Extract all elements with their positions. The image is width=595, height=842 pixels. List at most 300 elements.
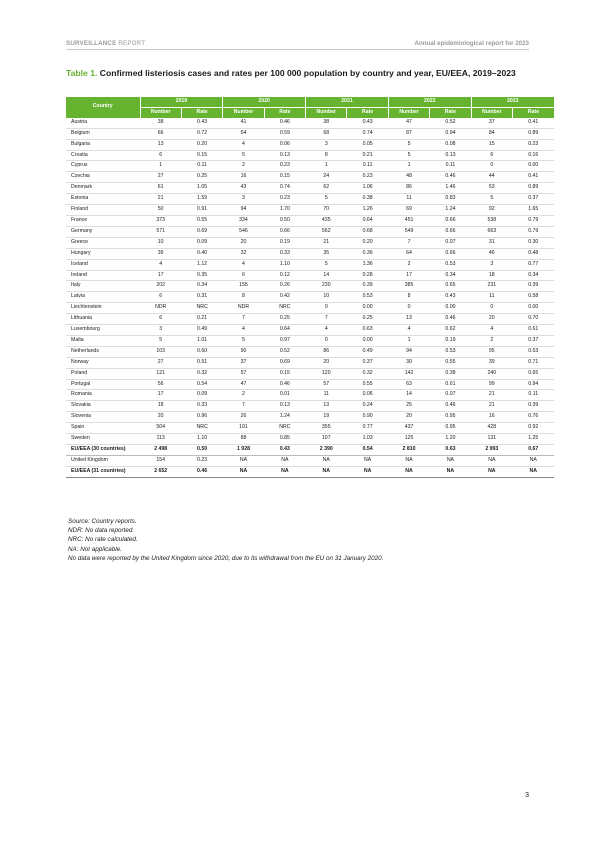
rate-cell: 0.09 bbox=[181, 237, 222, 248]
rate-cell: 0.24 bbox=[347, 401, 388, 412]
rate-cell: 0.30 bbox=[513, 237, 554, 248]
rate-cell: 1.05 bbox=[181, 183, 222, 194]
number-cell: 142 bbox=[388, 368, 429, 379]
rate-cell: 0.16 bbox=[513, 150, 554, 161]
rate-cell: 0.67 bbox=[513, 445, 554, 456]
rate-cell: 0.61 bbox=[513, 325, 554, 336]
rate-cell: 0.09 bbox=[181, 390, 222, 401]
number-cell: 95 bbox=[471, 346, 512, 357]
number-cell: 6 bbox=[140, 150, 181, 161]
number-cell: 63 bbox=[388, 379, 429, 390]
rate-cell: 0.31 bbox=[181, 292, 222, 303]
number-cell: 19 bbox=[306, 412, 347, 423]
rate-cell: 0.34 bbox=[181, 281, 222, 292]
rate-cell: 0.79 bbox=[513, 226, 554, 237]
number-cell: 27 bbox=[140, 172, 181, 183]
number-cell: 37 bbox=[223, 357, 264, 368]
country-cell: Belgium bbox=[66, 128, 140, 139]
rate-cell: 0.15 bbox=[181, 150, 222, 161]
rate-cell: 0.20 bbox=[181, 139, 222, 150]
number-cell: 10 bbox=[306, 292, 347, 303]
rate-cell: 0.69 bbox=[264, 357, 305, 368]
report-title-header: Annual epidemiological report for 2023 bbox=[414, 40, 529, 47]
rate-cell: 0.96 bbox=[181, 412, 222, 423]
number-cell: 0 bbox=[306, 335, 347, 346]
country-cell: Greece bbox=[66, 237, 140, 248]
number-cell: NA bbox=[388, 455, 429, 466]
number-cell: 5 bbox=[471, 194, 512, 205]
number-cell: 4 bbox=[140, 259, 181, 270]
number-cell: 7 bbox=[223, 401, 264, 412]
table-row bbox=[66, 194, 554, 205]
country-cell: Czechia bbox=[66, 172, 140, 183]
country-cell: Netherlands bbox=[66, 346, 140, 357]
rate-cell: 0.06 bbox=[264, 139, 305, 150]
country-cell: Hungary bbox=[66, 248, 140, 259]
number-cell: 10 bbox=[140, 237, 181, 248]
rate-cell: 0.89 bbox=[513, 128, 554, 139]
rate-cell: 1.10 bbox=[264, 259, 305, 270]
number-header: Number bbox=[471, 107, 512, 117]
number-cell: 21 bbox=[471, 390, 512, 401]
country-cell: Lithuania bbox=[66, 314, 140, 325]
rate-cell: 0.64 bbox=[264, 325, 305, 336]
number-cell: 1 bbox=[388, 335, 429, 346]
rate-cell: 0.00 bbox=[513, 303, 554, 314]
number-cell: 37 bbox=[471, 118, 512, 128]
rate-cell: 0.37 bbox=[513, 335, 554, 346]
rate-cell: 0.13 bbox=[264, 401, 305, 412]
table-row bbox=[66, 226, 554, 237]
note-nrc: NRC: No rate calculated. bbox=[68, 536, 138, 544]
number-cell: 39 bbox=[471, 357, 512, 368]
number-cell: 103 bbox=[140, 346, 181, 357]
table-row bbox=[66, 281, 554, 292]
number-cell: 53 bbox=[471, 183, 512, 194]
rate-cell: 0.00 bbox=[347, 303, 388, 314]
number-cell: 88 bbox=[223, 434, 264, 445]
number-cell: 92 bbox=[471, 205, 512, 216]
number-cell: NA bbox=[471, 466, 512, 477]
number-cell: 113 bbox=[140, 434, 181, 445]
number-cell: 20 bbox=[471, 314, 512, 325]
year-header: 2023 bbox=[471, 97, 554, 107]
rate-header: Rate bbox=[513, 107, 554, 117]
number-cell: 44 bbox=[471, 172, 512, 183]
country-cell: Sweden bbox=[66, 434, 140, 445]
rate-cell: 0.38 bbox=[347, 194, 388, 205]
number-cell: 571 bbox=[140, 226, 181, 237]
rate-cell: 0.21 bbox=[347, 150, 388, 161]
country-cell: Luxembourg bbox=[66, 325, 140, 336]
rate-cell: NA bbox=[513, 466, 554, 477]
number-cell: 62 bbox=[306, 183, 347, 194]
number-cell: 54 bbox=[223, 128, 264, 139]
rate-cell: 0.54 bbox=[181, 379, 222, 390]
number-cell: 2 498 bbox=[140, 445, 181, 456]
rate-cell: 0.11 bbox=[347, 161, 388, 172]
rate-cell: 0.11 bbox=[513, 390, 554, 401]
number-cell: 5 bbox=[306, 194, 347, 205]
rate-cell: 0.23 bbox=[264, 194, 305, 205]
table-row bbox=[66, 183, 554, 194]
year-header: 2021 bbox=[306, 97, 389, 107]
table-row bbox=[66, 466, 554, 477]
rate-cell: 0.39 bbox=[513, 281, 554, 292]
number-cell: 1 bbox=[306, 161, 347, 172]
number-cell: 546 bbox=[223, 226, 264, 237]
table-row bbox=[66, 434, 554, 445]
country-cell: Denmark bbox=[66, 183, 140, 194]
number-cell: 240 bbox=[471, 368, 512, 379]
rate-cell: 0.28 bbox=[347, 270, 388, 281]
number-cell: 20 bbox=[306, 357, 347, 368]
rate-cell: 0.19 bbox=[264, 237, 305, 248]
number-header: Number bbox=[388, 107, 429, 117]
number-cell: NA bbox=[306, 466, 347, 477]
rate-cell: 0.46 bbox=[264, 379, 305, 390]
number-cell: 38 bbox=[140, 118, 181, 128]
number-cell: 4 bbox=[223, 325, 264, 336]
rate-cell: 0.13 bbox=[430, 150, 471, 161]
number-cell: 87 bbox=[388, 128, 429, 139]
rate-cell: 0.33 bbox=[181, 401, 222, 412]
table-row bbox=[66, 357, 554, 368]
rate-cell: 0.00 bbox=[513, 161, 554, 172]
number-cell: 230 bbox=[306, 281, 347, 292]
country-cell: EU/EEA (30 countries) bbox=[66, 445, 140, 456]
number-cell: 4 bbox=[471, 325, 512, 336]
number-cell: 16 bbox=[223, 172, 264, 183]
number-cell: 46 bbox=[471, 248, 512, 259]
table-row bbox=[66, 292, 554, 303]
number-cell: 21 bbox=[471, 401, 512, 412]
number-cell: 2 bbox=[223, 390, 264, 401]
number-cell: 20 bbox=[388, 412, 429, 423]
rate-cell: 0.42 bbox=[264, 292, 305, 303]
rate-cell: 0.33 bbox=[264, 248, 305, 259]
number-cell: 17 bbox=[140, 270, 181, 281]
listeriosis-table bbox=[66, 97, 554, 478]
number-cell: 6 bbox=[140, 314, 181, 325]
number-cell: 13 bbox=[388, 314, 429, 325]
rate-cell: 0.58 bbox=[513, 292, 554, 303]
rate-cell: 0.00 bbox=[347, 335, 388, 346]
number-cell: 8 bbox=[306, 150, 347, 161]
rate-cell: NA bbox=[264, 466, 305, 477]
rate-cell: 0.48 bbox=[513, 248, 554, 259]
rate-cell: 0.43 bbox=[430, 292, 471, 303]
number-cell: 435 bbox=[306, 215, 347, 226]
rate-cell: 0.49 bbox=[347, 346, 388, 357]
country-cell: Latvia bbox=[66, 292, 140, 303]
year-header: 2022 bbox=[388, 97, 471, 107]
number-cell: 2 bbox=[388, 259, 429, 270]
note-source: Source: Country reports. bbox=[68, 518, 137, 525]
number-header: Number bbox=[306, 107, 347, 117]
rate-cell: 0.43 bbox=[181, 118, 222, 128]
number-cell: 68 bbox=[306, 128, 347, 139]
rate-cell: 0.59 bbox=[264, 128, 305, 139]
rate-cell: 0.23 bbox=[347, 172, 388, 183]
number-cell: 5 bbox=[223, 335, 264, 346]
number-cell: 4 bbox=[388, 325, 429, 336]
rate-cell: NA bbox=[264, 455, 305, 466]
table-row bbox=[66, 259, 554, 270]
rate-cell: 0.35 bbox=[181, 270, 222, 281]
number-cell: 14 bbox=[388, 390, 429, 401]
table-row bbox=[66, 368, 554, 379]
table-notes bbox=[68, 517, 383, 563]
number-cell: 13 bbox=[140, 139, 181, 150]
rate-cell: 0.23 bbox=[513, 139, 554, 150]
rate-cell: 0.51 bbox=[181, 357, 222, 368]
table-row bbox=[66, 270, 554, 281]
table-row bbox=[66, 215, 554, 226]
rate-cell: 0.40 bbox=[181, 248, 222, 259]
rate-cell: 0.43 bbox=[264, 445, 305, 456]
rate-cell: 0.68 bbox=[347, 226, 388, 237]
rate-cell: 1.25 bbox=[513, 434, 554, 445]
rate-cell: 0.60 bbox=[181, 346, 222, 357]
rate-cell: 0.32 bbox=[181, 368, 222, 379]
number-cell: 27 bbox=[140, 357, 181, 368]
table-row bbox=[66, 314, 554, 325]
rate-cell: 0.46 bbox=[430, 172, 471, 183]
number-cell: NA bbox=[223, 466, 264, 477]
country-cell: Iceland bbox=[66, 259, 140, 270]
number-header: Number bbox=[140, 107, 181, 117]
rate-cell: 0.53 bbox=[430, 259, 471, 270]
number-cell: 0 bbox=[306, 303, 347, 314]
rate-cell: 0.66 bbox=[430, 226, 471, 237]
rate-cell: 0.20 bbox=[347, 237, 388, 248]
rate-cell: 0.69 bbox=[181, 226, 222, 237]
year-header: 2020 bbox=[223, 97, 306, 107]
report-series-light: REPORT bbox=[116, 40, 146, 47]
number-cell: 18 bbox=[471, 270, 512, 281]
number-cell: 8 bbox=[223, 292, 264, 303]
rate-cell: 0.91 bbox=[181, 205, 222, 216]
rate-cell: 0.15 bbox=[264, 172, 305, 183]
number-cell: 5 bbox=[388, 139, 429, 150]
rate-cell: 0.06 bbox=[347, 390, 388, 401]
rate-cell: 1.12 bbox=[181, 259, 222, 270]
number-cell: 43 bbox=[223, 183, 264, 194]
country-cell: Malta bbox=[66, 335, 140, 346]
country-cell: Romania bbox=[66, 390, 140, 401]
number-cell: 47 bbox=[223, 379, 264, 390]
table-row bbox=[66, 412, 554, 423]
rate-cell: 1.06 bbox=[347, 183, 388, 194]
number-cell: 20 bbox=[140, 412, 181, 423]
rate-cell: 1.20 bbox=[430, 434, 471, 445]
number-cell: 3 bbox=[140, 325, 181, 336]
rate-cell: NRC bbox=[181, 423, 222, 434]
number-cell: 6 bbox=[471, 150, 512, 161]
number-cell: 64 bbox=[388, 248, 429, 259]
rate-cell: 0.12 bbox=[264, 270, 305, 281]
rate-cell: 0.53 bbox=[513, 346, 554, 357]
number-cell: 50 bbox=[140, 205, 181, 216]
number-cell: 428 bbox=[471, 423, 512, 434]
rate-cell: NA bbox=[347, 455, 388, 466]
rate-cell: 0.55 bbox=[430, 357, 471, 368]
rate-cell: 0.46 bbox=[181, 466, 222, 477]
table-body bbox=[66, 118, 554, 477]
number-cell: 5 bbox=[306, 259, 347, 270]
number-cell: 39 bbox=[140, 248, 181, 259]
number-cell: 155 bbox=[223, 281, 264, 292]
rate-cell: 0.70 bbox=[513, 314, 554, 325]
number-cell: 35 bbox=[306, 248, 347, 259]
rate-cell: 0.79 bbox=[513, 215, 554, 226]
table-row bbox=[66, 445, 554, 456]
rate-cell: 0.25 bbox=[264, 314, 305, 325]
rate-header: Rate bbox=[181, 107, 222, 117]
rate-cell: 1.46 bbox=[430, 183, 471, 194]
country-cell: Portugal bbox=[66, 379, 140, 390]
rate-cell: 0.53 bbox=[430, 346, 471, 357]
rate-cell: 0.15 bbox=[264, 368, 305, 379]
rate-cell: 0.71 bbox=[513, 357, 554, 368]
rate-cell: 0.36 bbox=[347, 248, 388, 259]
number-cell: 3 bbox=[223, 194, 264, 205]
rate-cell: 0.77 bbox=[347, 423, 388, 434]
table-row bbox=[66, 335, 554, 346]
country-cell: Liechtenstein bbox=[66, 303, 140, 314]
rate-cell: 0.61 bbox=[430, 379, 471, 390]
rate-cell: 0.11 bbox=[430, 161, 471, 172]
table-caption-label: Table 1. bbox=[66, 68, 98, 78]
report-series-label bbox=[66, 40, 145, 47]
number-cell: 1 928 bbox=[223, 445, 264, 456]
rate-cell: 0.64 bbox=[347, 215, 388, 226]
number-cell: 2 bbox=[471, 335, 512, 346]
table-row bbox=[66, 401, 554, 412]
number-cell: 13 bbox=[306, 401, 347, 412]
country-cell: Bulgaria bbox=[66, 139, 140, 150]
rate-cell: 0.65 bbox=[430, 281, 471, 292]
country-cell: France bbox=[66, 215, 140, 226]
number-cell: 69 bbox=[388, 205, 429, 216]
number-cell: 154 bbox=[140, 455, 181, 466]
number-cell: 15 bbox=[471, 139, 512, 150]
table-row bbox=[66, 455, 554, 466]
subheader-row bbox=[66, 107, 554, 117]
number-cell: 538 bbox=[471, 215, 512, 226]
table-row bbox=[66, 237, 554, 248]
number-cell: 7 bbox=[223, 314, 264, 325]
note-uk: No data were reported by the United Kingdom since 2020, due to its withdrawal from the EU on 31 January 2020. bbox=[68, 554, 384, 562]
number-cell: 6 bbox=[223, 270, 264, 281]
number-cell: 86 bbox=[388, 183, 429, 194]
number-cell: 66 bbox=[140, 128, 181, 139]
rate-cell: 0.26 bbox=[264, 281, 305, 292]
rate-cell: 1.65 bbox=[513, 205, 554, 216]
rate-cell: 0.66 bbox=[264, 226, 305, 237]
rate-cell: 0.37 bbox=[347, 357, 388, 368]
rate-cell: 0.49 bbox=[181, 325, 222, 336]
number-cell: 94 bbox=[388, 346, 429, 357]
rate-cell: 0.92 bbox=[513, 423, 554, 434]
number-cell: 231 bbox=[471, 281, 512, 292]
rate-cell: 0.66 bbox=[430, 248, 471, 259]
number-cell: 663 bbox=[471, 226, 512, 237]
rate-cell: 0.21 bbox=[181, 314, 222, 325]
country-cell: Cyprus bbox=[66, 161, 140, 172]
rate-cell: NRC bbox=[181, 303, 222, 314]
rate-cell: 1.24 bbox=[430, 205, 471, 216]
table-row bbox=[66, 205, 554, 216]
number-cell: 24 bbox=[306, 172, 347, 183]
table-row bbox=[66, 128, 554, 139]
country-cell: Slovakia bbox=[66, 401, 140, 412]
number-cell: 84 bbox=[471, 128, 512, 139]
table-row bbox=[66, 390, 554, 401]
number-cell: 2 bbox=[223, 161, 264, 172]
country-cell: Slovenia bbox=[66, 412, 140, 423]
number-cell: 38 bbox=[306, 118, 347, 128]
number-cell: 17 bbox=[140, 390, 181, 401]
number-cell: 385 bbox=[388, 281, 429, 292]
number-cell: 3 bbox=[471, 259, 512, 270]
country-cell: Poland bbox=[66, 368, 140, 379]
rate-cell: 0.76 bbox=[513, 412, 554, 423]
number-cell: 86 bbox=[306, 346, 347, 357]
number-cell: 1 bbox=[388, 161, 429, 172]
number-cell: 191 bbox=[223, 423, 264, 434]
rate-cell: NA bbox=[513, 455, 554, 466]
country-header: Country bbox=[66, 97, 140, 118]
number-cell: NA bbox=[388, 466, 429, 477]
number-cell: 61 bbox=[140, 183, 181, 194]
number-cell: 562 bbox=[306, 226, 347, 237]
rate-cell: 0.83 bbox=[430, 194, 471, 205]
rate-cell: 0.41 bbox=[513, 172, 554, 183]
number-cell: 549 bbox=[388, 226, 429, 237]
table-row bbox=[66, 161, 554, 172]
number-cell: 56 bbox=[140, 379, 181, 390]
number-cell: 7 bbox=[306, 314, 347, 325]
rate-cell: 0.52 bbox=[264, 346, 305, 357]
country-cell: United Kingdom bbox=[66, 455, 140, 466]
country-cell: Germany bbox=[66, 226, 140, 237]
rate-cell: 0.34 bbox=[430, 270, 471, 281]
rate-cell: 0.55 bbox=[181, 215, 222, 226]
rate-cell: 0.05 bbox=[347, 139, 388, 150]
rate-header: Rate bbox=[264, 107, 305, 117]
rate-cell: 0.46 bbox=[264, 118, 305, 128]
number-cell: 1 bbox=[140, 161, 181, 172]
rate-cell: 0.72 bbox=[181, 128, 222, 139]
number-cell: 99 bbox=[471, 379, 512, 390]
rate-cell: 0.38 bbox=[430, 368, 471, 379]
number-cell: 20 bbox=[223, 237, 264, 248]
rate-cell: 1.59 bbox=[181, 194, 222, 205]
number-cell: 4 bbox=[223, 259, 264, 270]
rate-cell: 0.23 bbox=[181, 455, 222, 466]
rate-cell: 1.24 bbox=[264, 412, 305, 423]
number-cell: 107 bbox=[306, 434, 347, 445]
rate-cell: 0.25 bbox=[347, 314, 388, 325]
rate-cell: 0.50 bbox=[264, 215, 305, 226]
rate-cell: 1.10 bbox=[181, 434, 222, 445]
rate-cell: 0.37 bbox=[513, 194, 554, 205]
rate-cell: 0.52 bbox=[430, 118, 471, 128]
note-na: NA: Not applicable. bbox=[68, 545, 122, 553]
rate-cell: 0.46 bbox=[430, 401, 471, 412]
